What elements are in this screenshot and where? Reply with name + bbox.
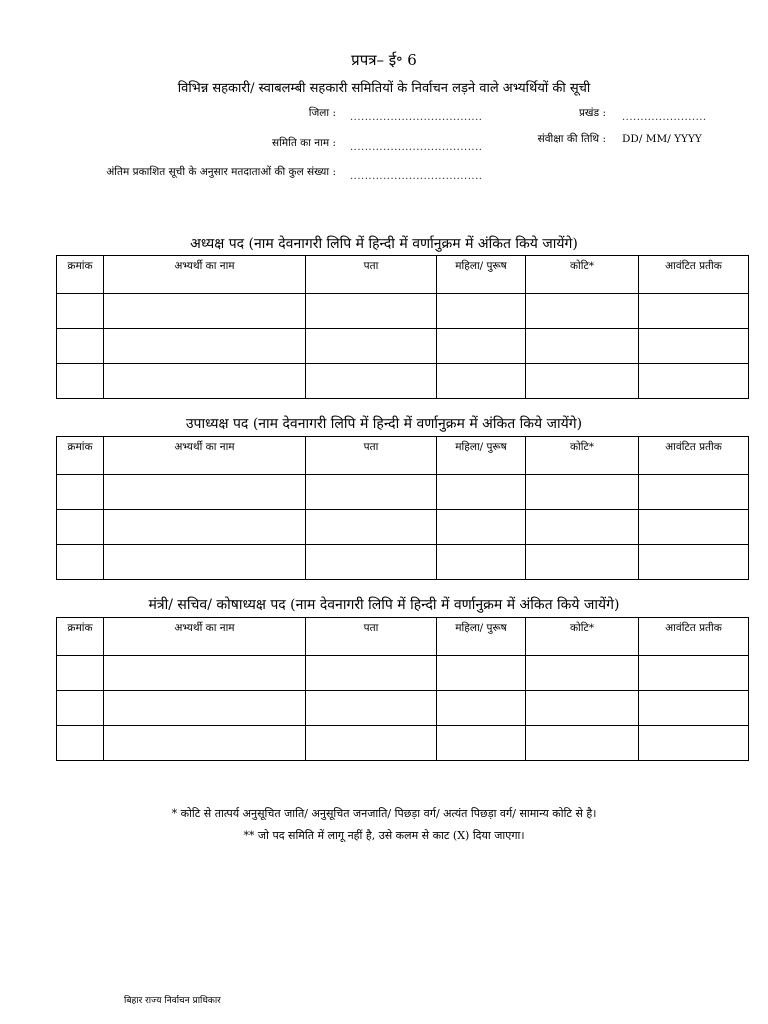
table-cell[interactable] [57, 329, 104, 364]
table-cell[interactable] [639, 726, 749, 761]
secretary-treasurer-table [56, 617, 749, 761]
table-cell[interactable] [306, 726, 437, 761]
table-cell[interactable] [306, 656, 437, 691]
table-cell[interactable] [639, 691, 749, 726]
col-candidate-name: अभ्यर्थी का नाम [104, 437, 306, 475]
table-cell[interactable] [526, 545, 639, 580]
table-cell[interactable] [57, 364, 104, 399]
table-cell[interactable] [526, 656, 639, 691]
strike-note: ** जो पद समिति में लागू नहीं है, उसे कलम से काट (X) दिया जाएगा। [243, 829, 525, 842]
col-address: पता [306, 256, 437, 294]
col-serial: क्रमांक [57, 256, 104, 294]
table-cell[interactable] [639, 656, 749, 691]
table-cell[interactable] [57, 545, 104, 580]
table-cell[interactable] [306, 294, 437, 329]
table-header-row [57, 618, 749, 656]
table-cell[interactable] [639, 545, 749, 580]
scrutiny-date-label: संवीक्षा की तिथि : [537, 133, 606, 145]
table-row [57, 726, 749, 761]
table-cell[interactable] [306, 475, 437, 510]
total-voters-field[interactable]: .................................... [350, 171, 483, 182]
total-voters-label: अंतिम प्रकाशित सूची के अनुसार मतदाताओं की कुल संख्या : [106, 166, 336, 178]
col-symbol: आवंटित प्रतीक [639, 256, 749, 294]
table-cell[interactable] [57, 656, 104, 691]
table-cell[interactable] [639, 510, 749, 545]
col-category: कोटि* [526, 437, 639, 475]
table-row [57, 656, 749, 691]
table-cell[interactable] [639, 329, 749, 364]
table-cell[interactable] [306, 510, 437, 545]
table-cell[interactable] [437, 510, 526, 545]
col-symbol: आवंटित प्रतीक [639, 437, 749, 475]
form-subtitle: विभिन्न सहकारी/ स्वाबलम्बी सहकारी समितियों के निर्वाचन लड़ने वाले अभ्यर्थियों की सूची [177, 81, 591, 96]
table-cell[interactable] [437, 691, 526, 726]
col-gender: महिला/ पुरूष [437, 618, 526, 656]
table-cell[interactable] [526, 691, 639, 726]
table-cell[interactable] [306, 329, 437, 364]
table-header-row [57, 437, 749, 475]
table-cell[interactable] [526, 475, 639, 510]
table-cell[interactable] [104, 656, 306, 691]
col-serial: क्रमांक [57, 618, 104, 656]
table-cell[interactable] [526, 510, 639, 545]
table-cell[interactable] [104, 329, 306, 364]
committee-name-label: समिति का नाम : [272, 137, 336, 149]
col-address: पता [306, 618, 437, 656]
table-row [57, 510, 749, 545]
col-category: कोटि* [526, 618, 639, 656]
table-cell[interactable] [639, 364, 749, 399]
col-candidate-name: अभ्यर्थी का नाम [104, 256, 306, 294]
table-cell[interactable] [437, 364, 526, 399]
category-note: * कोटि से तात्पर्य अनुसूचित जाति/ अनुसूचित जनजाति/ पिछड़ा वर्ग/ अत्यंत पिछड़ा वर्ग/ सामान्य कोटि से है। [171, 807, 597, 820]
table-cell[interactable] [104, 364, 306, 399]
table-cell[interactable] [104, 726, 306, 761]
section-title-vice-president: उपाध्यक्ष पद (नाम देवनागरी लिपि में हिन्दी में वर्णानुक्रम में अंकित किये जायेंगे) [185, 416, 583, 432]
table-cell[interactable] [437, 329, 526, 364]
table-cell[interactable] [437, 294, 526, 329]
table-row [57, 329, 749, 364]
table-row [57, 364, 749, 399]
table-row [57, 545, 749, 580]
table-row [57, 691, 749, 726]
scrutiny-date-value[interactable]: DD/ MM/ YYYY [622, 133, 702, 145]
col-symbol: आवंटित प्रतीक [639, 618, 749, 656]
col-candidate-name: अभ्यर्थी का नाम [104, 618, 306, 656]
table-cell[interactable] [526, 364, 639, 399]
block-field[interactable]: ....................... [622, 112, 707, 123]
section-title-president: अध्यक्ष पद (नाम देवनागरी लिपि में हिन्दी में वर्णानुक्रम में अंकित किये जायेंगे) [190, 236, 578, 252]
committee-name-field[interactable]: .................................... [350, 142, 483, 153]
table-cell[interactable] [437, 545, 526, 580]
table-cell[interactable] [104, 510, 306, 545]
district-label: जिला : [308, 107, 336, 119]
col-gender: महिला/ पुरूष [437, 437, 526, 475]
col-serial: क्रमांक [57, 437, 104, 475]
table-cell[interactable] [104, 545, 306, 580]
table-cell[interactable] [104, 294, 306, 329]
table-cell[interactable] [639, 475, 749, 510]
table-cell[interactable] [57, 691, 104, 726]
table-cell[interactable] [639, 294, 749, 329]
table-cell[interactable] [57, 294, 104, 329]
table-cell[interactable] [306, 364, 437, 399]
table-cell[interactable] [526, 329, 639, 364]
table-cell[interactable] [57, 726, 104, 761]
vice-president-table [56, 436, 749, 580]
table-cell[interactable] [306, 691, 437, 726]
table-cell[interactable] [437, 475, 526, 510]
table-cell[interactable] [526, 294, 639, 329]
table-row [57, 475, 749, 510]
footer-authority: बिहार राज्य निर्वाचन प्राधिकार [124, 996, 221, 1006]
table-cell[interactable] [306, 545, 437, 580]
table-header-row [57, 256, 749, 294]
table-cell[interactable] [57, 475, 104, 510]
table-row [57, 294, 749, 329]
form-number: प्रपत्र– ई॰ 6 [351, 51, 417, 69]
president-table [56, 255, 749, 399]
table-cell[interactable] [104, 691, 306, 726]
block-label: प्रखंड : [578, 107, 606, 119]
col-gender: महिला/ पुरूष [437, 256, 526, 294]
table-cell[interactable] [437, 726, 526, 761]
col-category: कोटि* [526, 256, 639, 294]
table-cell[interactable] [526, 726, 639, 761]
col-address: पता [306, 437, 437, 475]
table-cell[interactable] [57, 510, 104, 545]
section-title-secretary-treasurer: मंत्री/ सचिव/ कोषाध्यक्ष पद (नाम देवनागरी लिपि में हिन्दी में वर्णानुक्रम में अंकित किये जायेंगे) [148, 597, 620, 613]
table-cell[interactable] [104, 475, 306, 510]
table-cell[interactable] [437, 656, 526, 691]
district-field[interactable]: .................................... [350, 112, 483, 123]
